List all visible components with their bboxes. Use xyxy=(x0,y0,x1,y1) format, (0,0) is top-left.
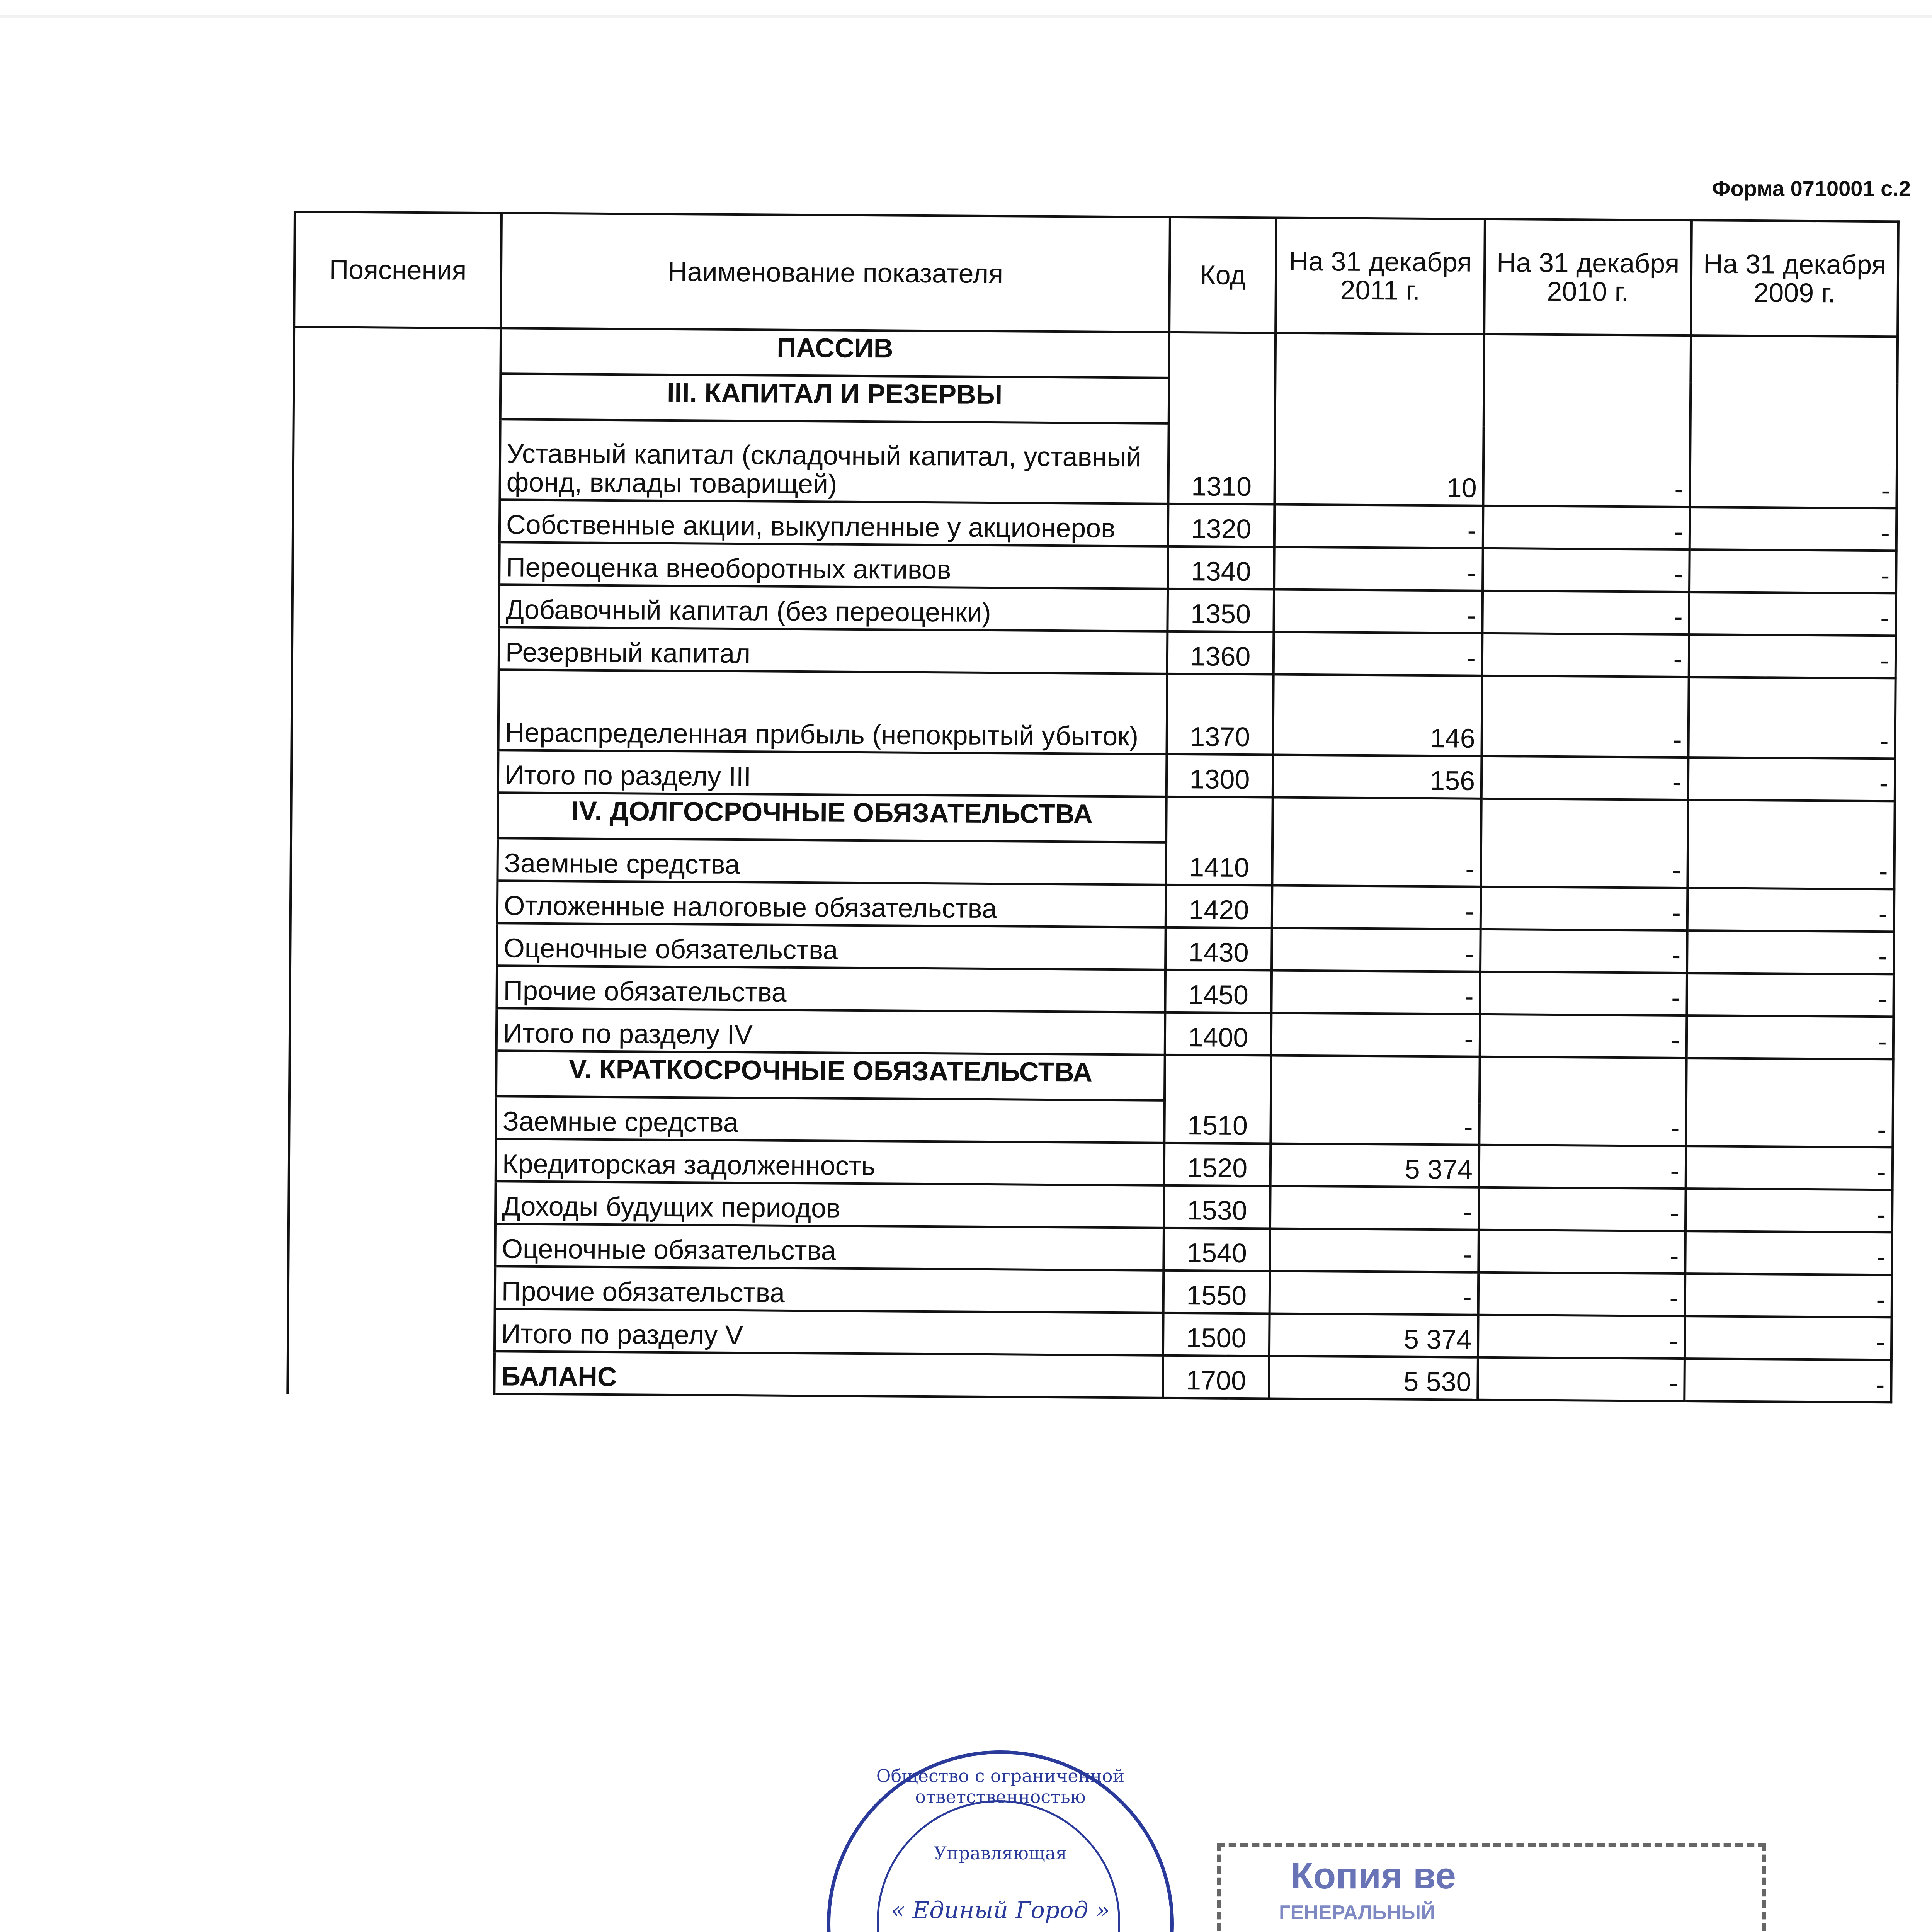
value-2009: - xyxy=(1685,1274,1892,1317)
notes-cell xyxy=(292,626,499,670)
notes-cell xyxy=(287,1350,495,1394)
indicator-name: Заемные средства xyxy=(496,1096,1165,1143)
header-2011: На 31 декабря 2011 г. xyxy=(1276,218,1485,334)
value-cell-2010 xyxy=(1484,380,1691,427)
value-2010: - xyxy=(1478,1272,1685,1316)
section-heading: V. КРАТКОСРОЧНЫЕ ОБЯЗАТЕЛЬСТВА xyxy=(496,1051,1165,1100)
seal-org-text: Общество с ограниченной ответственностью xyxy=(876,1765,1125,1807)
indicator-code: 1500 xyxy=(1163,1313,1270,1356)
indicator-name: Заемные средства xyxy=(497,838,1166,885)
value-2009: - xyxy=(1687,845,1895,889)
value-2009: - xyxy=(1686,1146,1893,1190)
indicator-code: 1700 xyxy=(1163,1355,1269,1399)
indicator-code: 1310 xyxy=(1168,423,1275,505)
indicator-code: 1370 xyxy=(1167,674,1273,755)
value-2011: - xyxy=(1272,928,1481,971)
indicator-code: 1340 xyxy=(1168,546,1274,590)
indicator-code: 1300 xyxy=(1167,754,1273,798)
value-2009: - xyxy=(1690,427,1897,508)
indicator-code: 1350 xyxy=(1167,589,1274,632)
notes-cell xyxy=(294,372,501,419)
value-2009: - xyxy=(1687,973,1894,1017)
indicator-name: Итого по разделу III xyxy=(498,750,1167,797)
value-2011: 5 374 xyxy=(1270,1143,1480,1187)
indicator-code: 1510 xyxy=(1164,1100,1271,1144)
indicator-name: Резервный капитал xyxy=(499,627,1168,674)
indicator-code: 1320 xyxy=(1168,504,1275,547)
value-2010: - xyxy=(1482,633,1689,677)
indicator-code: 1400 xyxy=(1165,1012,1272,1056)
section-heading: ПАССИВ xyxy=(500,328,1169,378)
indicator-name: Кредиторская задолженность xyxy=(496,1139,1165,1185)
indicator-name: Нераспределенная прибыль (непокрытый убыток) xyxy=(498,670,1167,754)
notes-cell xyxy=(290,964,497,1008)
value-2010: - xyxy=(1480,1014,1687,1058)
indicator-name: Отложенные налоговые обязательства xyxy=(497,881,1166,927)
value-2009: - xyxy=(1686,1104,1893,1147)
value-2011: - xyxy=(1274,547,1483,591)
value-2010: - xyxy=(1481,844,1688,888)
value-cell-2009 xyxy=(1690,381,1898,428)
header-notes: Пояснения xyxy=(294,212,502,328)
value-2010: - xyxy=(1479,1102,1686,1146)
indicator-code: 1430 xyxy=(1165,927,1272,971)
table-row xyxy=(293,418,1897,508)
indicator-name: Собственные акции, выкупленные у акционеров xyxy=(500,500,1168,546)
indicator-name: Добавочный капитал (без переоценки) xyxy=(499,585,1168,631)
value-2011: 10 xyxy=(1274,424,1483,506)
value-cell-2011 xyxy=(1271,1055,1480,1102)
indicator-name: Итого по разделу IV xyxy=(497,1008,1165,1055)
notes-cell xyxy=(289,1049,497,1096)
value-cell-2009 xyxy=(1686,1058,1893,1105)
value-2011: - xyxy=(1272,886,1481,929)
value-2009: - xyxy=(1687,930,1894,974)
value-2010: - xyxy=(1483,425,1690,507)
indicator-name: Уставный капитал (складочный капитал, уставный фонд, вклады товарищей) xyxy=(500,419,1168,504)
value-2011: - xyxy=(1270,1186,1479,1230)
indicator-name: Оценочные обязательства xyxy=(495,1224,1164,1270)
value-2010: - xyxy=(1478,1357,1685,1401)
company-seal-main xyxy=(827,1750,1174,1932)
value-2011: - xyxy=(1270,1271,1479,1315)
value-2010: - xyxy=(1483,548,1690,592)
notes-cell xyxy=(289,1180,496,1224)
indicator-code: 1360 xyxy=(1167,631,1274,675)
indicator-code: 1520 xyxy=(1164,1143,1271,1186)
value-2009: - xyxy=(1689,634,1896,678)
value-2010: - xyxy=(1479,1145,1686,1189)
header-2010: На 31 декабря 2010 г. xyxy=(1484,219,1692,335)
value-2011: 146 xyxy=(1273,675,1482,756)
copy-stamp-title: Копия ве xyxy=(1291,1855,1456,1896)
indicator-name: Переоценка внеоборотных активов xyxy=(499,542,1168,589)
value-cell-2009 xyxy=(1688,800,1895,847)
value-cell-2011 xyxy=(1275,379,1484,425)
notes-cell xyxy=(293,418,500,500)
header-indicator-name: Наименование показателя xyxy=(501,213,1170,332)
value-2010: - xyxy=(1479,1187,1686,1231)
copy-stamp-position: ГЕНЕРАЛЬНЫЙ xyxy=(1279,1901,1435,1924)
table-body xyxy=(287,327,1898,1402)
value-2009: - xyxy=(1684,1359,1891,1402)
value-2009: - xyxy=(1685,1189,1893,1232)
seal-word-upper: Управляющая xyxy=(934,1843,1067,1864)
value-2011: - xyxy=(1274,632,1483,676)
indicator-name: Итого по разделу V xyxy=(495,1309,1163,1355)
value-cell-2010 xyxy=(1481,799,1688,845)
value-2011: - xyxy=(1270,1101,1480,1145)
indicator-name: Доходы будущих периодов xyxy=(495,1181,1164,1228)
code-cell xyxy=(1165,1055,1271,1101)
code-cell xyxy=(1169,332,1276,379)
seal-company-name: « Единый Город » xyxy=(891,1897,1110,1924)
value-2011: - xyxy=(1271,1013,1480,1056)
value-2011: - xyxy=(1274,505,1483,548)
indicator-code: 1410 xyxy=(1166,842,1272,886)
indicator-name: Прочие обязательства xyxy=(497,966,1165,1012)
notes-cell xyxy=(289,1095,496,1139)
table-header-row xyxy=(294,212,1898,337)
value-2011: - xyxy=(1271,970,1480,1014)
notes-cell xyxy=(290,1007,497,1051)
value-2010: - xyxy=(1478,1230,1685,1274)
value-cell-2011 xyxy=(1275,333,1484,380)
indicator-name: Прочие обязательства xyxy=(495,1266,1164,1313)
value-cell-2010 xyxy=(1480,1057,1687,1104)
notes-cell xyxy=(290,922,497,966)
notes-cell xyxy=(288,1265,495,1309)
header-2009: На 31 декабря 2009 г. xyxy=(1691,220,1898,337)
notes-cell xyxy=(288,1223,495,1266)
value-2010: - xyxy=(1481,887,1688,930)
indicator-code: 1420 xyxy=(1166,885,1272,928)
indicator-code: 1530 xyxy=(1164,1185,1270,1229)
value-2009: - xyxy=(1690,507,1897,551)
value-2009: - xyxy=(1688,757,1895,801)
value-2011: 5 530 xyxy=(1269,1356,1478,1400)
notes-cell xyxy=(291,668,498,750)
code-cell xyxy=(1169,378,1276,424)
notes-cell xyxy=(293,498,500,542)
value-2009: - xyxy=(1689,592,1896,636)
value-2009: - xyxy=(1688,677,1895,759)
value-cell-2009 xyxy=(1690,335,1898,382)
value-2010: - xyxy=(1481,676,1689,757)
notes-cell xyxy=(289,1138,496,1181)
value-2011: - xyxy=(1272,843,1481,887)
value-2009: - xyxy=(1687,1015,1894,1059)
notes-cell xyxy=(293,541,500,585)
value-2009: - xyxy=(1687,888,1895,932)
value-2009: - xyxy=(1685,1316,1892,1360)
notes-cell xyxy=(291,837,498,881)
indicator-code: 1450 xyxy=(1165,970,1272,1013)
notes-cell xyxy=(292,583,499,627)
notes-cell xyxy=(291,749,498,793)
section-heading: III. КАПИТАЛ И РЕЗЕРВЫ xyxy=(500,374,1169,423)
director-signature-copy xyxy=(1101,1909,1372,1932)
value-2010: - xyxy=(1480,929,1687,973)
value-2011: - xyxy=(1274,590,1483,633)
value-2010: - xyxy=(1482,591,1689,634)
notes-cell xyxy=(288,1308,495,1351)
value-2011: 5 374 xyxy=(1269,1313,1478,1357)
notes-cell xyxy=(291,791,498,838)
indicator-code: 1540 xyxy=(1163,1228,1270,1271)
section-heading: IV. ДОЛГОСРОЧНЫЕ ОБЯЗАТЕЛЬСТВА xyxy=(498,793,1167,842)
form-reference: Форма 0710001 с.2 xyxy=(1712,176,1911,201)
value-cell-2011 xyxy=(1272,798,1481,844)
notes-cell xyxy=(291,879,498,923)
header-code: Код xyxy=(1169,217,1276,333)
table-row xyxy=(291,668,1895,759)
code-cell xyxy=(1166,797,1273,843)
value-cell-2010 xyxy=(1484,334,1691,381)
notes-cell xyxy=(294,327,501,374)
value-2011: - xyxy=(1270,1228,1479,1272)
balance-sheet-table xyxy=(286,211,1900,1403)
indicator-name: БАЛАНС xyxy=(494,1351,1163,1398)
value-2010: - xyxy=(1480,972,1687,1015)
value-2010: - xyxy=(1483,506,1690,549)
value-2009: - xyxy=(1685,1231,1892,1275)
value-2011: 156 xyxy=(1273,755,1482,799)
indicator-code: 1550 xyxy=(1163,1270,1270,1314)
value-2010: - xyxy=(1481,756,1689,800)
scan-edge-top xyxy=(0,15,1932,18)
value-2010: - xyxy=(1478,1315,1685,1359)
value-2009: - xyxy=(1689,549,1896,593)
indicator-name: Оценочные обязательства xyxy=(497,923,1166,970)
